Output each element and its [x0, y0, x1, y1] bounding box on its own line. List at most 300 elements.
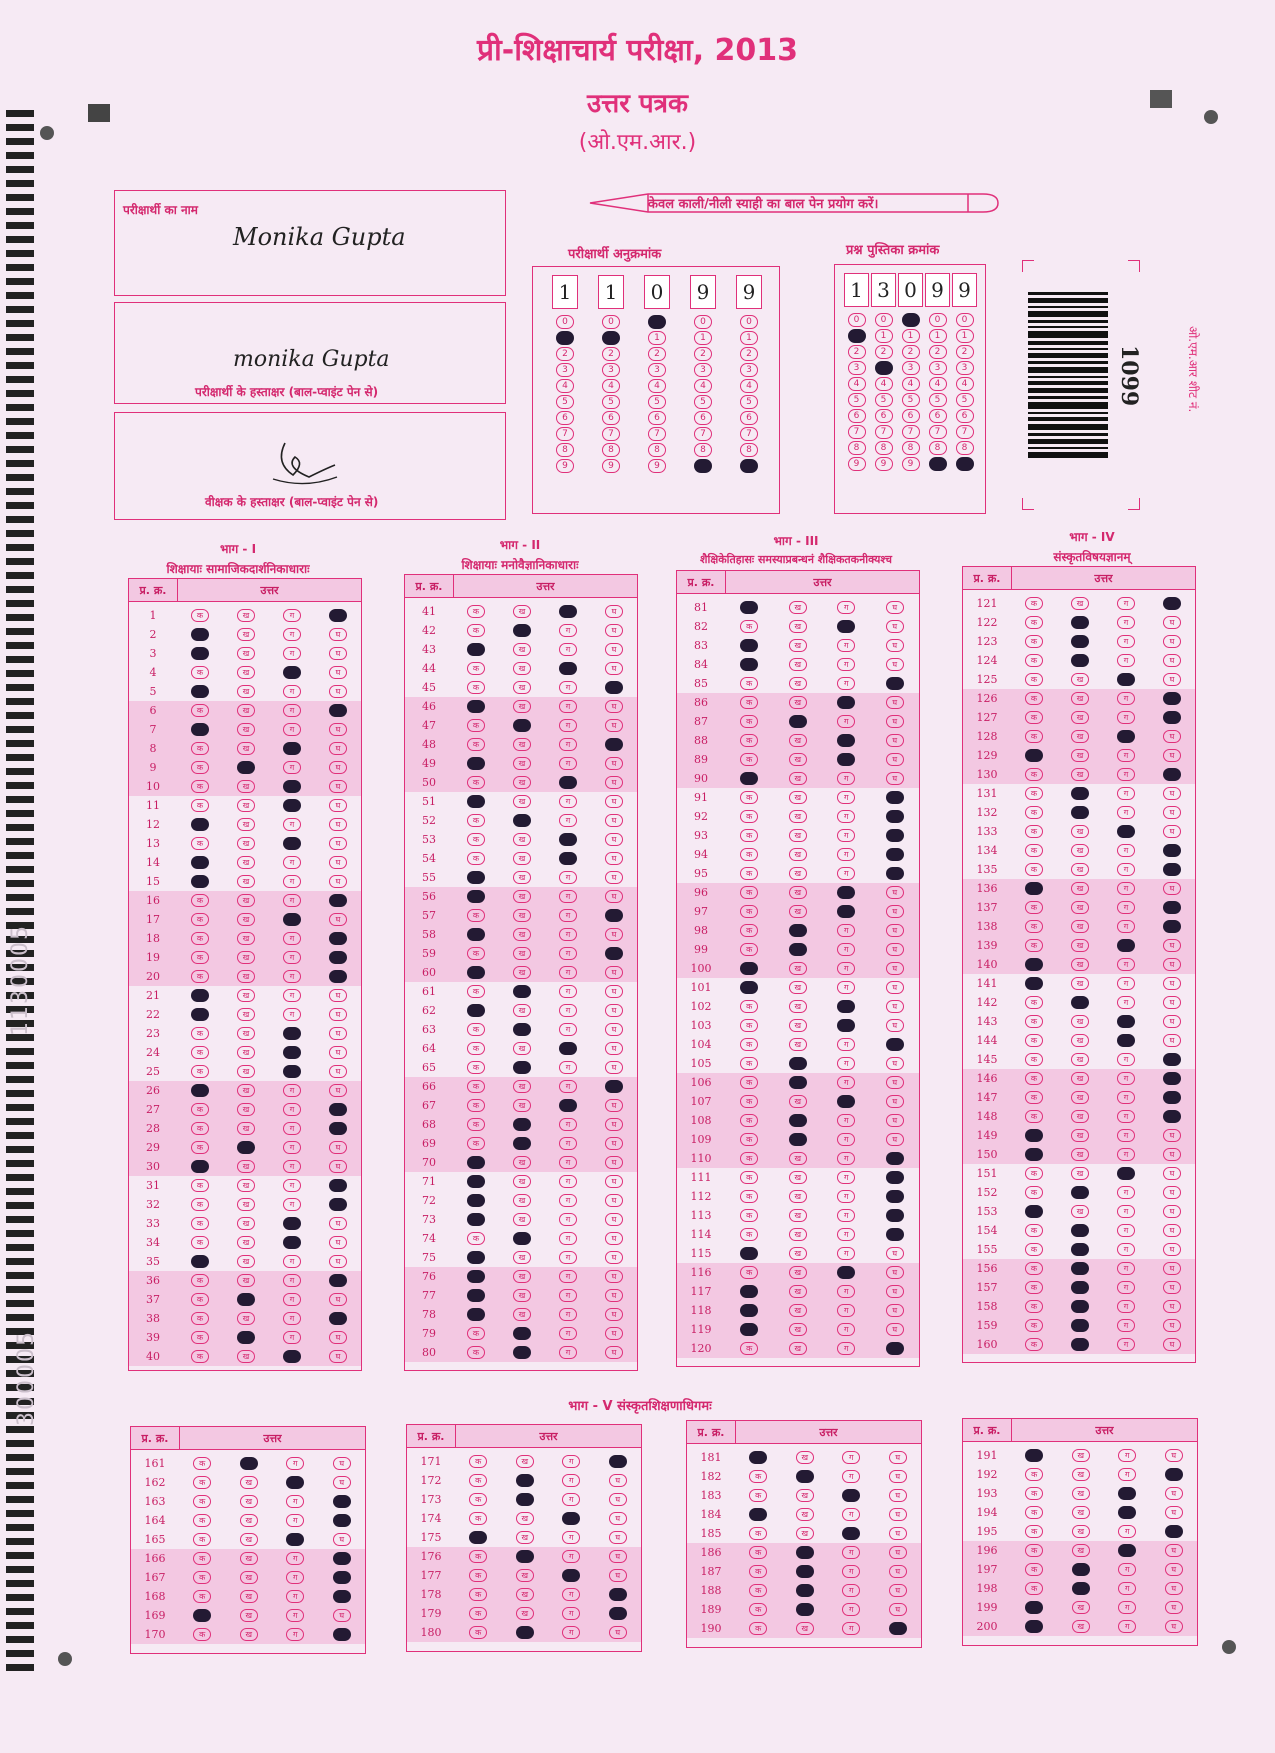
answer-bubble-3[interactable]: ग	[559, 928, 577, 941]
answer-bubble-1[interactable]	[191, 647, 209, 660]
answer-bubble-3[interactable]: ग	[559, 1346, 577, 1359]
booklet-digit-bubble[interactable]: 4	[929, 377, 947, 391]
answer-bubble-4[interactable]: घ	[1163, 749, 1181, 762]
answer-bubble-1[interactable]: क	[740, 1190, 758, 1203]
answer-bubble-3[interactable]: ग	[1117, 958, 1135, 971]
answer-bubble-2[interactable]: ख	[513, 1289, 531, 1302]
booklet-digit-bubble[interactable]: 7	[929, 425, 947, 439]
answer-bubble-3[interactable]	[837, 620, 855, 633]
answer-bubble-1[interactable]: क	[740, 1171, 758, 1184]
answer-bubble-4[interactable]: घ	[886, 1133, 904, 1146]
answer-bubble-2[interactable]	[789, 715, 807, 728]
answer-bubble-4[interactable]: घ	[889, 1603, 907, 1616]
answer-bubble-2[interactable]: ख	[1071, 730, 1089, 743]
answer-bubble-4[interactable]: घ	[1165, 1506, 1183, 1519]
booklet-digit-bubble[interactable]	[902, 313, 920, 327]
answer-bubble-3[interactable]	[286, 1476, 304, 1489]
answer-bubble-1[interactable]	[467, 643, 485, 656]
booklet-digit-bubble[interactable]: 5	[848, 393, 866, 407]
answer-bubble-3[interactable]: ग	[1117, 616, 1135, 629]
answer-bubble-1[interactable]: क	[740, 867, 758, 880]
answer-bubble-4[interactable]: घ	[886, 886, 904, 899]
answer-bubble-3[interactable]	[1118, 1544, 1136, 1557]
answer-bubble-2[interactable]: ख	[513, 605, 531, 618]
roll-digit-bubble[interactable]: 0	[694, 315, 712, 329]
answer-bubble-3[interactable]	[837, 1095, 855, 1108]
answer-bubble-2[interactable]	[789, 924, 807, 937]
answer-bubble-2[interactable]: ख	[513, 795, 531, 808]
answer-bubble-1[interactable]: क	[1025, 1224, 1043, 1237]
answer-bubble-3[interactable]: ग	[1117, 977, 1135, 990]
roll-digit-bubble[interactable]: 2	[602, 347, 620, 361]
answer-bubble-4[interactable]: घ	[605, 662, 623, 675]
answer-bubble-4[interactable]: घ	[609, 1531, 627, 1544]
answer-bubble-4[interactable]: घ	[605, 985, 623, 998]
answer-bubble-4[interactable]: घ	[605, 871, 623, 884]
answer-bubble-1[interactable]: क	[193, 1590, 211, 1603]
roll-digit-bubble[interactable]: 0	[556, 315, 574, 329]
answer-bubble-4[interactable]: घ	[333, 1609, 351, 1622]
answer-bubble-2[interactable]	[1071, 1281, 1089, 1294]
answer-bubble-1[interactable]: क	[193, 1571, 211, 1584]
answer-bubble-3[interactable]: ग	[283, 1293, 301, 1306]
roll-digit-bubble[interactable]: 2	[740, 347, 758, 361]
answer-bubble-4[interactable]	[329, 951, 347, 964]
answer-bubble-1[interactable]: क	[193, 1533, 211, 1546]
answer-bubble-4[interactable]: घ	[605, 1270, 623, 1283]
answer-bubble-2[interactable]: ख	[513, 776, 531, 789]
answer-bubble-2[interactable]: ख	[796, 1508, 814, 1521]
answer-bubble-1[interactable]: क	[740, 791, 758, 804]
roll-digit-bubble[interactable]: 9	[602, 459, 620, 473]
answer-bubble-1[interactable]: क	[1025, 901, 1043, 914]
answer-bubble-1[interactable]	[740, 962, 758, 975]
answer-bubble-1[interactable]	[191, 1008, 209, 1021]
answer-bubble-4[interactable]: घ	[1163, 1262, 1181, 1275]
answer-bubble-1[interactable]	[1025, 882, 1043, 895]
answer-bubble-2[interactable]: ख	[513, 700, 531, 713]
answer-bubble-3[interactable]: ग	[837, 810, 855, 823]
booklet-digit-bubble[interactable]: 4	[848, 377, 866, 391]
roll-digit-bubble[interactable]: 1	[694, 331, 712, 345]
answer-bubble-2[interactable]: ख	[513, 681, 531, 694]
answer-bubble-1[interactable]	[467, 700, 485, 713]
answer-bubble-1[interactable]	[191, 875, 209, 888]
answer-bubble-3[interactable]: ग	[837, 1228, 855, 1241]
answer-bubble-2[interactable]: ख	[789, 639, 807, 652]
answer-bubble-3[interactable]: ग	[1117, 996, 1135, 1009]
answer-bubble-3[interactable]	[283, 666, 301, 679]
answer-bubble-4[interactable]	[329, 1274, 347, 1287]
booklet-digit-bubble[interactable]: 5	[929, 393, 947, 407]
answer-bubble-3[interactable]: ग	[1118, 1582, 1136, 1595]
answer-bubble-2[interactable]: ख	[1071, 863, 1089, 876]
answer-bubble-4[interactable]: घ	[605, 1289, 623, 1302]
booklet-digit-bubble[interactable]: 9	[902, 457, 920, 471]
answer-bubble-4[interactable]: घ	[605, 1156, 623, 1169]
answer-bubble-1[interactable]: क	[467, 1118, 485, 1131]
answer-bubble-4[interactable]: घ	[329, 1141, 347, 1154]
answer-bubble-4[interactable]: घ	[329, 1065, 347, 1078]
answer-bubble-1[interactable]: क	[191, 1236, 209, 1249]
answer-bubble-3[interactable]: ग	[1117, 806, 1135, 819]
roll-digit-bubble[interactable]: 2	[694, 347, 712, 361]
answer-bubble-2[interactable]	[796, 1603, 814, 1616]
answer-bubble-2[interactable]: ख	[513, 1194, 531, 1207]
answer-bubble-3[interactable]: ग	[283, 647, 301, 660]
answer-bubble-1[interactable]: क	[740, 1114, 758, 1127]
answer-bubble-2[interactable]: ख	[1072, 1525, 1090, 1538]
answer-bubble-3[interactable]: ग	[842, 1603, 860, 1616]
answer-bubble-3[interactable]: ग	[559, 909, 577, 922]
answer-bubble-2[interactable]	[516, 1550, 534, 1563]
answer-bubble-3[interactable]: ग	[283, 951, 301, 964]
answer-bubble-3[interactable]: ग	[1117, 901, 1135, 914]
answer-bubble-4[interactable]: घ	[1165, 1620, 1183, 1633]
roll-digit-bubble[interactable]: 6	[602, 411, 620, 425]
answer-bubble-2[interactable]: ख	[513, 1213, 531, 1226]
answer-bubble-1[interactable]: क	[191, 1122, 209, 1135]
answer-bubble-2[interactable]	[1071, 806, 1089, 819]
answer-bubble-1[interactable]	[467, 757, 485, 770]
answer-bubble-2[interactable]: ख	[789, 1000, 807, 1013]
answer-bubble-4[interactable]: घ	[605, 1137, 623, 1150]
answer-bubble-2[interactable]: ख	[1071, 901, 1089, 914]
answer-bubble-2[interactable]: ख	[1071, 673, 1089, 686]
answer-bubble-3[interactable]: ग	[559, 700, 577, 713]
answer-bubble-2[interactable]: ख	[237, 1160, 255, 1173]
answer-bubble-4[interactable]: घ	[886, 981, 904, 994]
answer-bubble-1[interactable]: क	[1025, 1015, 1043, 1028]
answer-bubble-4[interactable]: घ	[605, 966, 623, 979]
answer-bubble-1[interactable]: क	[740, 1076, 758, 1089]
answer-bubble-3[interactable]: ग	[559, 1004, 577, 1017]
answer-bubble-3[interactable]: ग	[286, 1457, 304, 1470]
answer-bubble-4[interactable]: घ	[1163, 1148, 1181, 1161]
booklet-digit-bubble[interactable]: 8	[848, 441, 866, 455]
booklet-digit-bubble[interactable]: 2	[956, 345, 974, 359]
roll-digit-bubble[interactable]	[648, 315, 666, 329]
booklet-digit-bubble[interactable]: 6	[902, 409, 920, 423]
answer-bubble-3[interactable]: ग	[842, 1622, 860, 1635]
answer-bubble-2[interactable]: ख	[237, 1312, 255, 1325]
answer-bubble-1[interactable]	[467, 1175, 485, 1188]
answer-bubble-1[interactable]: क	[740, 1019, 758, 1032]
answer-bubble-3[interactable]: ग	[837, 1114, 855, 1127]
answer-bubble-1[interactable]	[749, 1451, 767, 1464]
answer-bubble-4[interactable]: घ	[605, 795, 623, 808]
answer-bubble-2[interactable]: ख	[796, 1489, 814, 1502]
answer-bubble-2[interactable]: ख	[240, 1571, 258, 1584]
roll-digit-bubble[interactable]: 4	[602, 379, 620, 393]
answer-bubble-1[interactable]: क	[467, 1023, 485, 1036]
answer-bubble-4[interactable]: घ	[329, 818, 347, 831]
answer-bubble-3[interactable]: ग	[283, 1008, 301, 1021]
booklet-digit-bubble[interactable]: 0	[929, 313, 947, 327]
answer-bubble-3[interactable]: ग	[559, 795, 577, 808]
answer-bubble-1[interactable]: क	[740, 829, 758, 842]
answer-bubble-4[interactable]: घ	[329, 799, 347, 812]
answer-bubble-4[interactable]	[1165, 1468, 1183, 1481]
answer-bubble-4[interactable]	[1165, 1525, 1183, 1538]
answer-bubble-2[interactable]	[1071, 1224, 1089, 1237]
answer-bubble-1[interactable]: क	[740, 924, 758, 937]
answer-bubble-4[interactable]: घ	[1163, 1319, 1181, 1332]
answer-bubble-3[interactable]: ग	[283, 685, 301, 698]
answer-bubble-4[interactable]	[886, 810, 904, 823]
answer-bubble-4[interactable]: घ	[886, 1304, 904, 1317]
answer-bubble-2[interactable]: ख	[1071, 692, 1089, 705]
answer-bubble-2[interactable]: ख	[516, 1569, 534, 1582]
answer-bubble-1[interactable]: क	[191, 666, 209, 679]
answer-bubble-1[interactable]: क	[740, 1152, 758, 1165]
answer-bubble-2[interactable]	[1072, 1563, 1090, 1576]
answer-bubble-1[interactable]: क	[1025, 711, 1043, 724]
booklet-digit-bubble[interactable]: 8	[902, 441, 920, 455]
answer-bubble-4[interactable]: घ	[1163, 882, 1181, 895]
answer-bubble-1[interactable]: क	[740, 1095, 758, 1108]
answer-bubble-3[interactable]: ग	[559, 890, 577, 903]
answer-bubble-2[interactable]: ख	[513, 1175, 531, 1188]
answer-bubble-3[interactable]: ग	[559, 1023, 577, 1036]
answer-bubble-1[interactable]: क	[1025, 673, 1043, 686]
answer-bubble-4[interactable]	[889, 1622, 907, 1635]
answer-bubble-4[interactable]: घ	[1163, 616, 1181, 629]
booklet-digit-bubble[interactable]: 4	[875, 377, 893, 391]
answer-bubble-1[interactable]: क	[467, 662, 485, 675]
answer-bubble-2[interactable]	[237, 1141, 255, 1154]
answer-bubble-1[interactable]: क	[467, 1042, 485, 1055]
answer-bubble-1[interactable]: क	[191, 1350, 209, 1363]
booklet-digit-bubble[interactable]: 5	[902, 393, 920, 407]
answer-bubble-4[interactable]	[1163, 844, 1181, 857]
answer-bubble-3[interactable]: ग	[1117, 1224, 1135, 1237]
answer-bubble-3[interactable]: ग	[286, 1552, 304, 1565]
answer-bubble-3[interactable]: ग	[283, 761, 301, 774]
answer-bubble-2[interactable]: ख	[240, 1590, 258, 1603]
answer-bubble-3[interactable]: ग	[837, 924, 855, 937]
answer-bubble-4[interactable]	[329, 970, 347, 983]
answer-bubble-1[interactable]: क	[1025, 1281, 1043, 1294]
answer-bubble-4[interactable]: घ	[605, 757, 623, 770]
answer-bubble-4[interactable]	[605, 1080, 623, 1093]
answer-bubble-1[interactable]	[467, 928, 485, 941]
answer-bubble-3[interactable]: ग	[559, 1270, 577, 1283]
answer-bubble-3[interactable]: ग	[283, 609, 301, 622]
roll-digit-bubble[interactable]: 3	[740, 363, 758, 377]
answer-bubble-4[interactable]: घ	[889, 1470, 907, 1483]
answer-bubble-4[interactable]	[329, 1179, 347, 1192]
answer-bubble-2[interactable]: ख	[240, 1514, 258, 1527]
answer-bubble-3[interactable]: ग	[837, 1190, 855, 1203]
roll-digit-bubble[interactable]	[740, 459, 758, 473]
answer-bubble-3[interactable]: ग	[559, 1080, 577, 1093]
answer-bubble-4[interactable]: घ	[1163, 939, 1181, 952]
answer-bubble-4[interactable]: घ	[605, 1213, 623, 1226]
answer-bubble-4[interactable]: घ	[329, 1350, 347, 1363]
answer-bubble-3[interactable]: ग	[559, 681, 577, 694]
answer-bubble-4[interactable]: घ	[605, 776, 623, 789]
booklet-digit-bubble[interactable]: 7	[848, 425, 866, 439]
answer-bubble-4[interactable]: घ	[889, 1565, 907, 1578]
answer-bubble-1[interactable]	[740, 658, 758, 671]
answer-bubble-3[interactable]: ग	[837, 1057, 855, 1070]
answer-bubble-1[interactable]: क	[1025, 1110, 1043, 1123]
answer-bubble-3[interactable]: ग	[562, 1626, 580, 1639]
answer-bubble-1[interactable]: क	[467, 624, 485, 637]
answer-bubble-3[interactable]	[283, 913, 301, 926]
answer-bubble-2[interactable]: ख	[237, 837, 255, 850]
answer-bubble-4[interactable]: घ	[605, 814, 623, 827]
answer-bubble-2[interactable]: ख	[1071, 1053, 1089, 1066]
answer-bubble-3[interactable]	[559, 605, 577, 618]
answer-bubble-2[interactable]: ख	[513, 1042, 531, 1055]
answer-bubble-1[interactable]	[467, 1194, 485, 1207]
answer-bubble-1[interactable]	[740, 1304, 758, 1317]
answer-bubble-2[interactable]	[1071, 1319, 1089, 1332]
answer-bubble-1[interactable]: क	[740, 677, 758, 690]
answer-bubble-1[interactable]	[740, 601, 758, 614]
answer-bubble-1[interactable]	[467, 1156, 485, 1169]
answer-bubble-1[interactable]: क	[1025, 1072, 1043, 1085]
answer-bubble-2[interactable]: ख	[789, 905, 807, 918]
answer-bubble-1[interactable]: क	[191, 742, 209, 755]
answer-bubble-3[interactable]: ग	[1117, 1205, 1135, 1218]
answer-bubble-2[interactable]	[789, 943, 807, 956]
roll-digit-bubble[interactable]: 0	[740, 315, 758, 329]
answer-bubble-2[interactable]: ख	[237, 628, 255, 641]
answer-bubble-4[interactable]	[329, 894, 347, 907]
answer-bubble-2[interactable]: ख	[1072, 1506, 1090, 1519]
answer-bubble-3[interactable]: ग	[562, 1607, 580, 1620]
answer-bubble-4[interactable]: घ	[605, 643, 623, 656]
answer-bubble-4[interactable]: घ	[605, 890, 623, 903]
answer-bubble-3[interactable]: ग	[559, 643, 577, 656]
answer-bubble-3[interactable]: ग	[559, 1213, 577, 1226]
answer-bubble-3[interactable]: ग	[283, 1255, 301, 1268]
answer-bubble-3[interactable]	[559, 776, 577, 789]
answer-bubble-1[interactable]: क	[193, 1457, 211, 1470]
answer-bubble-1[interactable]: क	[191, 1103, 209, 1116]
answer-bubble-4[interactable]: घ	[1163, 787, 1181, 800]
roll-digit-bubble[interactable]	[602, 331, 620, 345]
roll-digit-bubble[interactable]: 1	[648, 331, 666, 345]
answer-bubble-3[interactable]: ग	[283, 818, 301, 831]
answer-bubble-2[interactable]: ख	[240, 1609, 258, 1622]
answer-bubble-3[interactable]: ग	[559, 1156, 577, 1169]
answer-bubble-4[interactable]	[329, 609, 347, 622]
answer-bubble-4[interactable]: घ	[886, 658, 904, 671]
answer-bubble-1[interactable]: क	[1025, 1167, 1043, 1180]
booklet-digit-bubble[interactable]: 6	[875, 409, 893, 423]
answer-bubble-2[interactable]	[516, 1474, 534, 1487]
answer-bubble-3[interactable]	[283, 1350, 301, 1363]
answer-bubble-4[interactable]: घ	[1163, 1167, 1181, 1180]
answer-bubble-2[interactable]	[796, 1565, 814, 1578]
answer-bubble-4[interactable]: घ	[1165, 1563, 1183, 1576]
answer-bubble-2[interactable]: ख	[513, 928, 531, 941]
answer-bubble-4[interactable]: घ	[886, 1285, 904, 1298]
answer-bubble-1[interactable]: क	[1025, 939, 1043, 952]
roll-digit-bubble[interactable]: 8	[556, 443, 574, 457]
answer-bubble-4[interactable]	[605, 947, 623, 960]
answer-bubble-1[interactable]	[1025, 1601, 1043, 1614]
answer-bubble-2[interactable]	[1071, 1262, 1089, 1275]
answer-bubble-4[interactable]: घ	[1163, 1186, 1181, 1199]
answer-bubble-1[interactable]: क	[1025, 616, 1043, 629]
roll-digit-bubble[interactable]: 5	[648, 395, 666, 409]
answer-bubble-4[interactable]: घ	[1163, 1224, 1181, 1237]
answer-bubble-4[interactable]: घ	[1165, 1544, 1183, 1557]
answer-bubble-3[interactable]: ग	[837, 867, 855, 880]
answer-bubble-3[interactable]: ग	[1117, 787, 1135, 800]
answer-bubble-2[interactable]: ख	[513, 1308, 531, 1321]
answer-bubble-3[interactable]: ग	[562, 1531, 580, 1544]
booklet-digit-bubble[interactable]: 7	[956, 425, 974, 439]
answer-bubble-1[interactable]: क	[469, 1455, 487, 1468]
answer-bubble-2[interactable]: ख	[237, 989, 255, 1002]
answer-bubble-2[interactable]	[1071, 635, 1089, 648]
answer-bubble-2[interactable]: ख	[1072, 1544, 1090, 1557]
answer-bubble-2[interactable]: ख	[1071, 768, 1089, 781]
roll-digit-bubble[interactable]: 5	[694, 395, 712, 409]
answer-bubble-2[interactable]: ख	[789, 1209, 807, 1222]
answer-bubble-2[interactable]: ख	[237, 913, 255, 926]
answer-bubble-1[interactable]: क	[191, 704, 209, 717]
answer-bubble-3[interactable]	[283, 1236, 301, 1249]
answer-bubble-3[interactable]: ग	[837, 791, 855, 804]
answer-bubble-3[interactable]: ग	[842, 1546, 860, 1559]
answer-bubble-3[interactable]	[1117, 673, 1135, 686]
answer-bubble-1[interactable]: क	[1025, 1300, 1043, 1313]
answer-bubble-4[interactable]: घ	[609, 1550, 627, 1563]
answer-bubble-1[interactable]: क	[467, 833, 485, 846]
answer-bubble-2[interactable]	[1071, 1300, 1089, 1313]
answer-bubble-1[interactable]: क	[1025, 692, 1043, 705]
answer-bubble-4[interactable]: घ	[605, 1099, 623, 1112]
answer-bubble-2[interactable]	[513, 1023, 531, 1036]
answer-bubble-2[interactable]: ख	[1071, 939, 1089, 952]
answer-bubble-2[interactable]: ख	[237, 1027, 255, 1040]
answer-bubble-2[interactable]: ख	[513, 852, 531, 865]
answer-bubble-2[interactable]	[789, 1114, 807, 1127]
answer-bubble-1[interactable]	[191, 989, 209, 1002]
answer-bubble-3[interactable]: ग	[559, 1327, 577, 1340]
answer-bubble-4[interactable]: घ	[1163, 1205, 1181, 1218]
booklet-digit-bubble[interactable]: 3	[956, 361, 974, 375]
answer-bubble-1[interactable]: क	[740, 1266, 758, 1279]
answer-bubble-4[interactable]	[1163, 1091, 1181, 1104]
answer-bubble-3[interactable]: ग	[1117, 1338, 1135, 1351]
answer-bubble-4[interactable]: घ	[886, 639, 904, 652]
answer-bubble-2[interactable]: ख	[789, 962, 807, 975]
answer-bubble-4[interactable]	[1163, 1110, 1181, 1123]
answer-bubble-4[interactable]	[886, 791, 904, 804]
answer-bubble-1[interactable]: क	[1025, 635, 1043, 648]
answer-bubble-2[interactable]: ख	[513, 738, 531, 751]
answer-bubble-3[interactable]: ग	[837, 1076, 855, 1089]
answer-bubble-2[interactable]: ख	[237, 1198, 255, 1211]
answer-bubble-1[interactable]	[749, 1508, 767, 1521]
roll-digit-bubble[interactable]: 8	[602, 443, 620, 457]
answer-bubble-1[interactable]: क	[1025, 1506, 1043, 1519]
answer-bubble-3[interactable]: ग	[1117, 711, 1135, 724]
answer-bubble-4[interactable]	[333, 1628, 351, 1641]
roll-digit-bubble[interactable]: 4	[694, 379, 712, 393]
answer-bubble-1[interactable]	[740, 772, 758, 785]
answer-bubble-1[interactable]	[467, 1213, 485, 1226]
answer-bubble-4[interactable]: घ	[605, 1175, 623, 1188]
